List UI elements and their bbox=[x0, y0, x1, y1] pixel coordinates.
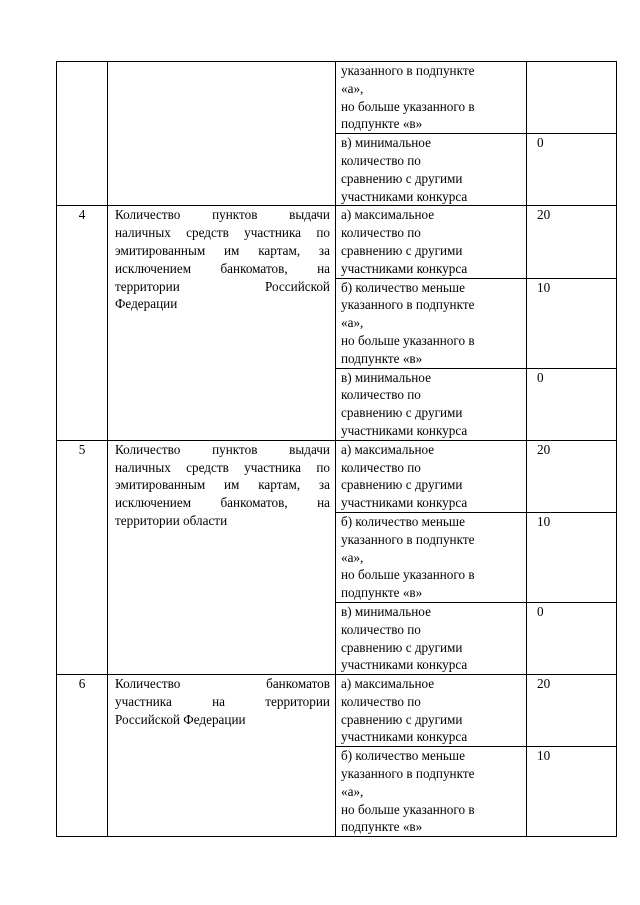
condition-line: указанного в подпункте bbox=[341, 766, 475, 782]
criterion-line: исключением банкоматов, на bbox=[115, 495, 330, 511]
condition-line: подпункте «в» bbox=[341, 819, 423, 835]
number-cell bbox=[57, 62, 108, 206]
criterion-line: участника на территории bbox=[115, 693, 330, 709]
condition-cell bbox=[336, 512, 527, 602]
condition-line: «а», bbox=[341, 549, 364, 565]
score-cell: 10 bbox=[527, 747, 617, 837]
score-cell: 20 bbox=[527, 675, 617, 747]
condition-line: б) количество меньше bbox=[341, 279, 465, 295]
condition-line: участниками конкурса bbox=[341, 422, 468, 438]
condition-cell bbox=[336, 440, 527, 512]
condition-line: участниками конкурса bbox=[341, 729, 468, 745]
condition-line: количество по bbox=[341, 387, 421, 403]
criterion-line: эмитированным им картам, за bbox=[115, 477, 330, 493]
condition-line: но больше указанного в bbox=[341, 98, 475, 114]
condition-line: сравнению с другими bbox=[341, 477, 463, 493]
condition-line: б) количество меньше bbox=[341, 513, 465, 529]
condition-line: в) минимальное bbox=[341, 135, 431, 151]
criterion-line: наличных средств участника по bbox=[115, 459, 330, 475]
score-cell: 0 bbox=[527, 134, 617, 206]
condition-line: сравнению с другими bbox=[341, 405, 463, 421]
condition-cell bbox=[336, 62, 527, 134]
condition-line: подпункте «в» bbox=[341, 350, 423, 366]
criterion-cell bbox=[108, 675, 336, 837]
condition-line: в) минимальное bbox=[341, 603, 431, 619]
score-cell: 0 bbox=[527, 368, 617, 440]
number-cell: 4 bbox=[57, 206, 108, 440]
score-cell: 20 bbox=[527, 206, 617, 278]
condition-cell bbox=[336, 206, 527, 278]
condition-line: сравнению с другими bbox=[341, 711, 463, 727]
table-row bbox=[57, 675, 617, 747]
condition-cell bbox=[336, 278, 527, 368]
criterion-line: территории Российской bbox=[115, 278, 330, 294]
condition-line: но больше указанного в bbox=[341, 332, 475, 348]
criterion-line: Количество банкоматов bbox=[115, 676, 330, 692]
criterion-cell bbox=[108, 440, 336, 674]
criterion-line: наличных средств участника по bbox=[115, 225, 330, 241]
condition-line: а) максимальное bbox=[341, 676, 435, 692]
score-cell: 10 bbox=[527, 278, 617, 368]
criterion-cell bbox=[108, 206, 336, 440]
condition-line: участниками конкурса bbox=[341, 260, 468, 276]
criterion-line: Количество пунктов выдачи bbox=[115, 207, 330, 223]
score-cell: 0 bbox=[527, 602, 617, 674]
condition-line: но больше указанного в bbox=[341, 801, 475, 817]
criterion-line: Федерации bbox=[115, 296, 178, 312]
condition-line: количество по bbox=[341, 459, 421, 475]
condition-line: в) минимальное bbox=[341, 369, 431, 385]
condition-line: а) максимальное bbox=[341, 207, 435, 223]
condition-line: указанного в подпункте bbox=[341, 63, 475, 78]
condition-line: количество по bbox=[341, 621, 421, 637]
number-cell: 5 bbox=[57, 440, 108, 674]
condition-line: указанного в подпункте bbox=[341, 297, 475, 313]
criteria-table bbox=[56, 61, 617, 837]
condition-line: «а», bbox=[341, 80, 364, 96]
condition-cell bbox=[336, 747, 527, 837]
condition-line: участниками конкурса bbox=[341, 495, 468, 511]
table-row bbox=[57, 440, 617, 512]
condition-line: указанного в подпункте bbox=[341, 531, 475, 547]
score-cell: 20 bbox=[527, 440, 617, 512]
condition-line: количество по bbox=[341, 225, 421, 241]
table-row bbox=[57, 206, 617, 278]
condition-cell bbox=[336, 368, 527, 440]
condition-line: подпункте «в» bbox=[341, 116, 423, 132]
criterion-line: территории области bbox=[115, 512, 228, 528]
condition-line: количество по bbox=[341, 152, 421, 168]
score-cell bbox=[527, 62, 617, 134]
condition-line: сравнению с другими bbox=[341, 242, 463, 258]
criterion-line: Количество пунктов выдачи bbox=[115, 441, 330, 457]
condition-line: но больше указанного в bbox=[341, 567, 475, 583]
condition-cell bbox=[336, 602, 527, 674]
condition-line: сравнению с другими bbox=[341, 170, 463, 186]
condition-line: а) максимальное bbox=[341, 441, 435, 457]
criterion-line: исключением банкоматов, на bbox=[115, 260, 330, 276]
criteria-table-body bbox=[57, 62, 617, 837]
criterion-cell bbox=[108, 62, 336, 206]
criterion-line: Российской Федерации bbox=[115, 711, 246, 727]
condition-line: количество по bbox=[341, 693, 421, 709]
condition-line: подпункте «в» bbox=[341, 585, 423, 601]
condition-line: участниками конкурса bbox=[341, 188, 468, 204]
criterion-line: эмитированным им картам, за bbox=[115, 242, 330, 258]
condition-line: «а», bbox=[341, 315, 364, 331]
table-row bbox=[57, 62, 617, 134]
condition-line: б) количество меньше bbox=[341, 748, 465, 764]
condition-line: участниками конкурса bbox=[341, 657, 468, 673]
score-cell: 10 bbox=[527, 512, 617, 602]
condition-line: сравнению с другими bbox=[341, 639, 463, 655]
number-cell: 6 bbox=[57, 675, 108, 837]
condition-line: «а», bbox=[341, 783, 364, 799]
condition-cell bbox=[336, 675, 527, 747]
condition-cell bbox=[336, 134, 527, 206]
